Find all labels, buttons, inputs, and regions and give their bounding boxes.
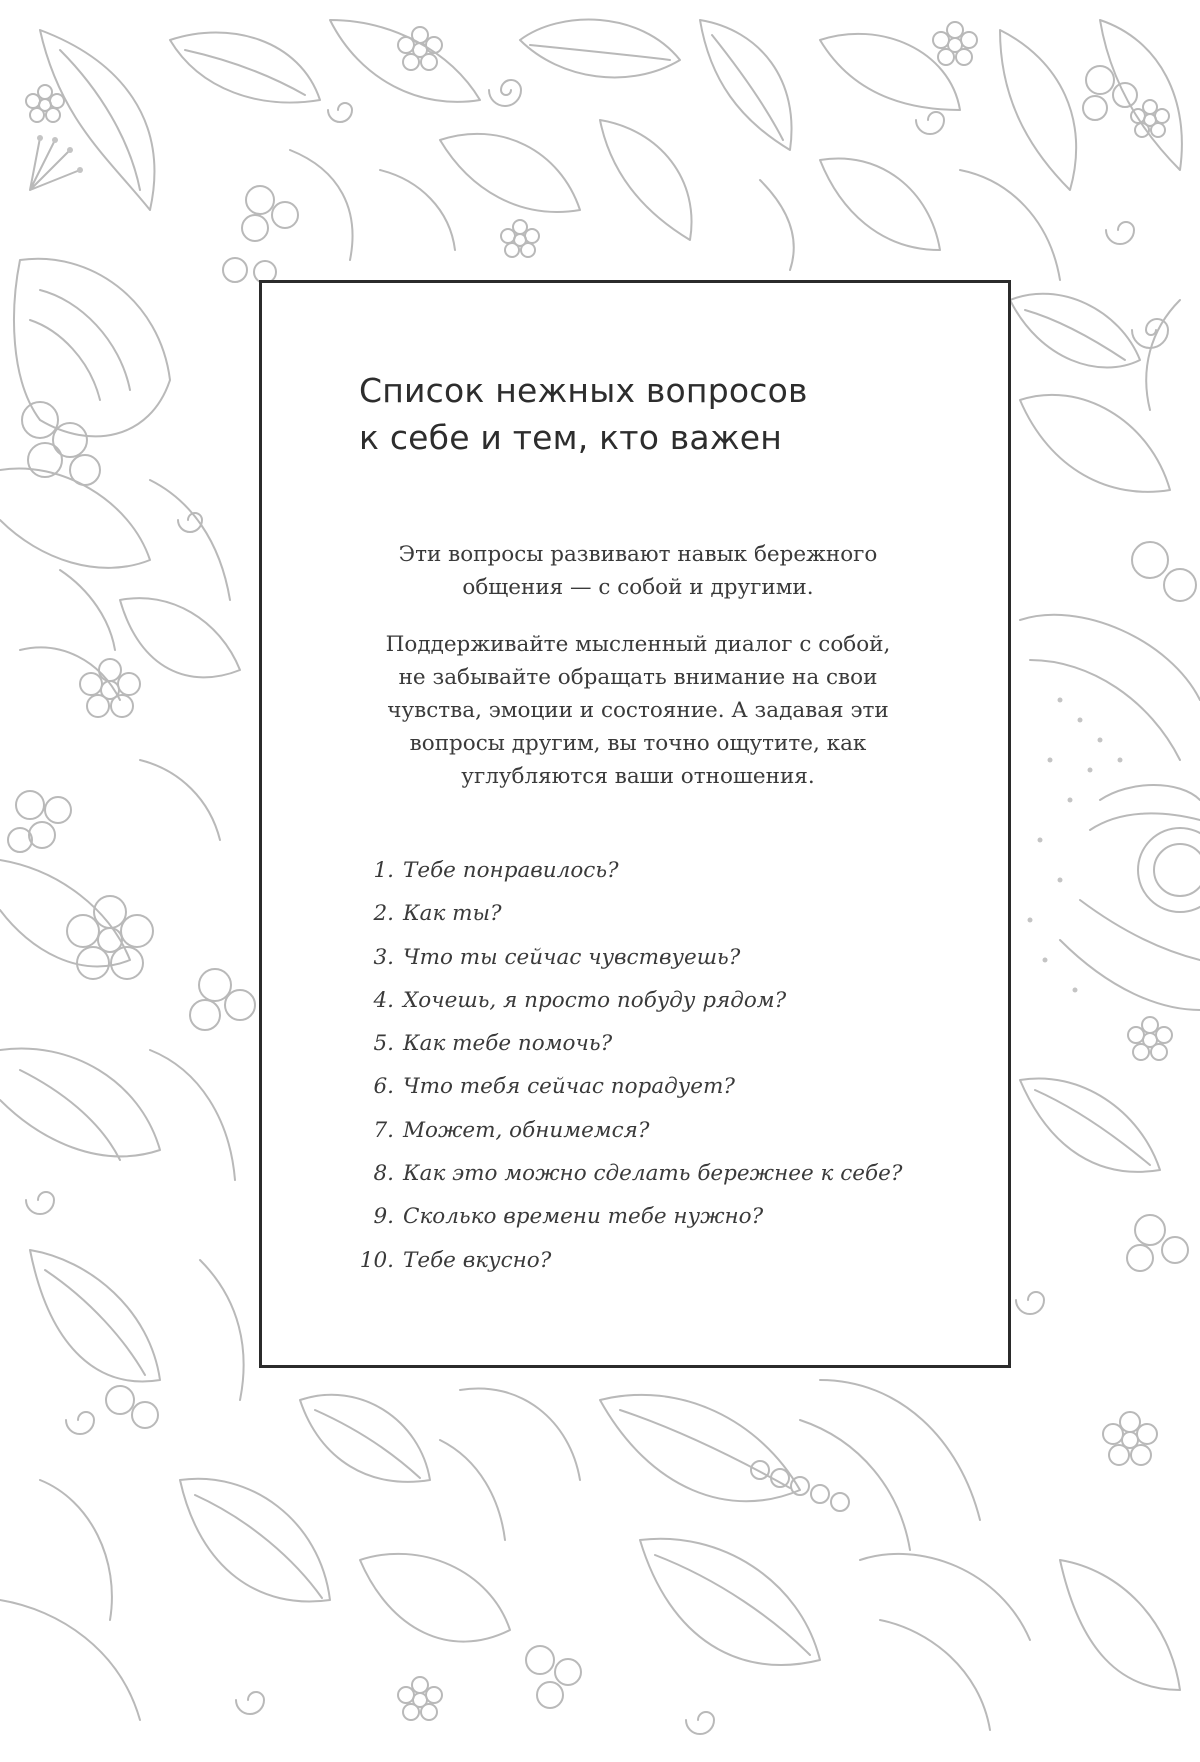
intro-line: Эти вопросы развивают навык бережного [398,542,878,567]
list-item-number: 9. [373,1204,394,1230]
title-line: к себе и тем, кто важен [359,418,783,457]
list-item-number: 3. [373,944,394,970]
intro-line: общения — с собой и другими. [462,575,814,600]
intro-paragraph [302,628,974,793]
list-item-text: Тебе вкусно? [403,1247,552,1273]
list-item-number: 7. [373,1117,394,1143]
list-item-text: Как ты? [403,901,502,927]
list-item-text: Как тебе помочь? [403,1031,613,1057]
intro-paragraph [302,538,974,604]
list-item-number: 1. [373,858,394,883]
list-item-number: 6. [373,1074,394,1100]
intro-line: Поддерживайте мысленный диалог с собой, [385,632,891,657]
questions-card [259,280,1011,1368]
list-item-text: Как это можно сделать бережнее к себе? [403,1161,903,1187]
list-item-number: 4. [373,987,394,1013]
list-item-text: Может, обнимемся? [403,1117,650,1143]
list-item-text: Что ты сейчас чувствуешь? [403,944,741,970]
list-item-text: Хочешь, я просто побуду рядом? [403,987,787,1013]
list-item-text: Тебе понравилось? [403,858,619,883]
intro-line: не забывайте обращать внимание на свои [398,665,878,690]
intro-line: вопросы другим, вы точно ощутите, как [409,731,867,756]
intro-line: углубляются ваши отношения. [461,764,815,789]
page-title [359,367,808,461]
intro-line: чувства, эмоции и состояние. А задавая эти [387,698,889,723]
list-item-text: Что тебя сейчас порадует? [403,1074,735,1100]
list-item-number: 10. [359,1247,394,1273]
list-item-number: 2. [373,901,394,927]
list-item-text: Сколько времени тебе нужно? [403,1204,764,1230]
title-line: Список нежных вопросов [359,371,808,410]
list-item-number: 8. [373,1161,394,1187]
list-item-number: 5. [373,1031,394,1057]
